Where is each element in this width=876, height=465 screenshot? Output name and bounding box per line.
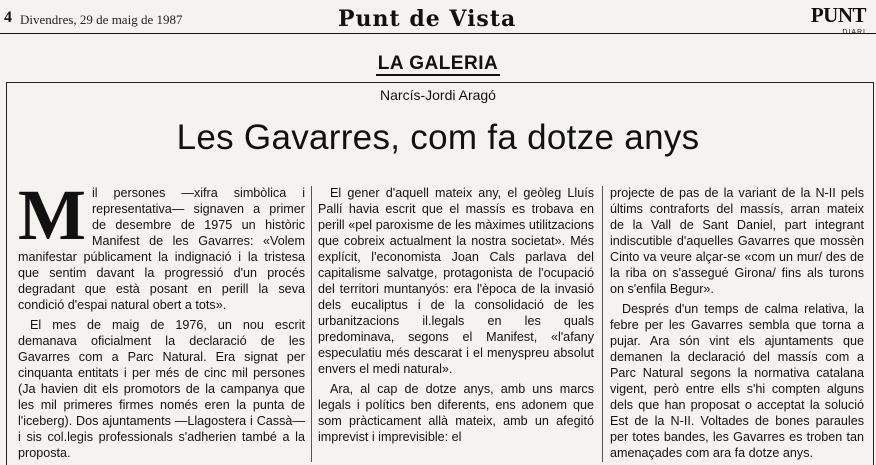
logo-subtext: DIARI (842, 29, 866, 36)
paragraph: projecte de pas de la variant de la N-II pels últims contraforts del massís, arran mateix de la Vall de Sant Daniel, part integrant indiscutible d'aquelles Gavarres que mossèn Cinto va veure alçar-se «com un mur/ des de la riba on s'assegué Girona/ fins als turons on s'enfila Begur». (610, 186, 864, 296)
column-divider (311, 186, 312, 462)
article-column-1 (18, 175, 305, 465)
article-headline: Les Gavarres, com fa dotze anys (176, 118, 700, 157)
paragraph: Ara, al cap de dotze anys, amb uns marcs legals i polítics ben diferents, ens adonem que som pràcticament allà mateix, amb un afegitó imprevist i imprevisible: el (318, 382, 594, 444)
paragraph (18, 175, 305, 313)
paragraph: El gener d'aquell mateix any, el geòleg Lluís Pallí havia escrit que el massís es trobava en perill «pel paroxisme de les màximes utilitzacions que cobreix actualment la nostra societat». Més explícit, l'economista Joan Cals parlava del capitalisme salvatge, protagonista de l'ocupació del territori muntanyós: era l'època de la invasió dels eucaliptus i de la consolidació de les urbanitzacions il.legals en les quals predominava, segons el Manifest, «l'afany especulatiu més descarat i el menyspreu absolut envers el medi natural». (318, 186, 594, 376)
article-column-3 (610, 185, 864, 465)
paragraph-text: il persones —xifra simbòlica i representativa— signaven a primer de desembre de 1975 un històric Manifest de les Gavarres: «Volem manifestar públicament la indignació i la tristesa que sentim davant la progressió d'un procés degradant que està posant en perill la seva condició d'espai natural obert a tots». (18, 186, 305, 312)
paragraph: El mes de maig de 1976, un nou escrit demanava oficialment la declaració de les Gavarres com a Parc Natural. Era signat per cinquanta entitats i per més de cinc mil persones (Ja havien dit els promotors de la campanya que les mil primeres firmes només eren la punta de l'iceberg). Dos ajuntaments —Llagostera i Cassà— i sis col.legis professionals s'adherien també a la proposta. (18, 318, 305, 460)
paragraph: Després d'un temps de calma relativa, la febre per les Gavarres sembla que torna a pujar. Ara són vint els ajuntaments que demanen la declaració del massís com a Parc Natural segons la normativa catalana vigent, però entre ells s'hi compten alguns dels que han proposat o acceptat la solució Est de la N-II. Voltades de bones paraules per totes bandes, les Gavarres es troben tan amenaçades com ara fa dotze anys. (610, 302, 864, 460)
author-byline: Narcís-Jordi Aragó (380, 87, 496, 103)
section-title: Punt de Vista (338, 6, 517, 32)
newspaper-logo (811, 3, 866, 36)
column-title-text: LA GALERIA (377, 53, 499, 74)
drop-cap: M (18, 175, 86, 255)
logo-text: PUNT (810, 3, 866, 27)
header-divider (0, 33, 876, 34)
article-column-2 (318, 185, 594, 449)
page-number: 4 (4, 9, 12, 26)
page-header (0, 0, 876, 34)
column-title (0, 53, 876, 75)
issue-date: Divendres, 29 de maig de 1987 (20, 12, 183, 27)
column-divider (602, 186, 603, 462)
